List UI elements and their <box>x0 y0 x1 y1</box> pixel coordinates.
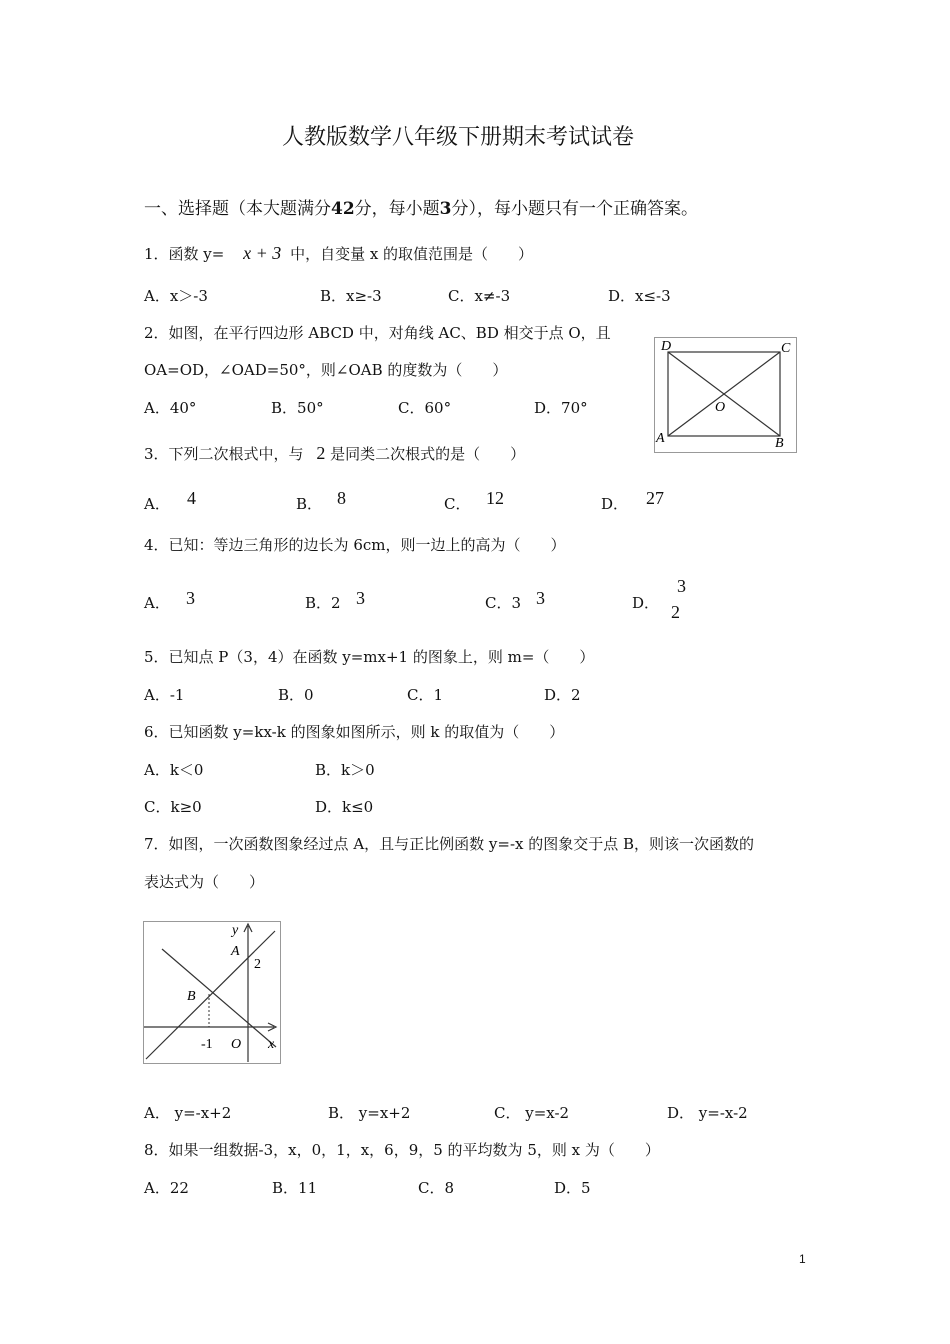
section-score-each: 3 <box>439 199 452 219</box>
q1-suffix: 中，自变量 x 的取值范围是（ ） <box>290 245 534 263</box>
q5-option-b: B．0 <box>278 686 314 704</box>
q3-option-d-letter: D． <box>601 495 629 513</box>
question-6: 6．已知函数 y=kx-k 的图象如图所示，则 k 的取值为（ ） <box>144 723 565 741</box>
q7-option-a: A． y=-x+2 <box>144 1104 232 1122</box>
page-title: 人教版数学八年级下册期末考试试卷 <box>282 125 635 150</box>
q5-option-c: C．1 <box>407 686 444 704</box>
q7-option-c: C． y=x-2 <box>494 1104 570 1122</box>
q7-line-2: 表达式为（ ） <box>144 873 265 891</box>
fig7-label-minus1: -1 <box>201 1037 213 1052</box>
q4-option-c-letter: C．3 <box>485 594 522 612</box>
q1-option-d: D．x≤-3 <box>608 287 671 305</box>
q3-option-c-letter: C． <box>444 495 471 513</box>
q2-option-c: C．60° <box>398 399 452 417</box>
section-mid: 分，每小题 <box>354 199 440 219</box>
q6-option-d: D．k≤0 <box>315 798 374 816</box>
fig2-label-d: D <box>661 339 672 354</box>
page-number: 1 <box>799 1252 806 1266</box>
fig7-label-y: y <box>232 923 239 938</box>
q6-option-a: A．k＜0 <box>144 761 204 779</box>
q3-option-a-letter: A． <box>144 495 170 513</box>
linear-function-figure <box>143 921 281 1064</box>
q3-option-b-value: 8 <box>337 488 346 508</box>
q1-option-a: A．x＞-3 <box>144 287 208 305</box>
fig2-label-a: A <box>656 431 665 446</box>
q3-prefix: 3．下列二次根式中，与 <box>144 445 304 463</box>
q8-option-c: C．8 <box>418 1179 455 1197</box>
fig7-label-a: A <box>231 944 240 959</box>
q4-option-a-letter: A． <box>144 594 170 612</box>
q4-option-b-value: 3 <box>356 588 365 608</box>
q6-option-b: B．k＞0 <box>315 761 375 779</box>
q4-option-c-value: 3 <box>536 588 545 608</box>
fig2-label-b: B <box>775 436 784 451</box>
question-5: 5．已知点 P（3，4）在函数 y=mx+1 的图象上，则 m=（ ） <box>144 648 595 666</box>
question-8: 8．如果一组数据-3，x，0，1，x，6，9，5 的平均数为 5，则 x 为（ ） <box>144 1141 660 1159</box>
q3-option-c-value: 12 <box>486 488 504 508</box>
q1-prefix: 1．函数 y= <box>144 245 225 263</box>
q1-option-b: B．x≥-3 <box>320 287 382 305</box>
question-3 <box>144 443 525 464</box>
q3-radicand: 2 <box>316 443 326 463</box>
section-score-total: 42 <box>331 199 355 219</box>
fig2-label-o: O <box>715 400 726 415</box>
q8-option-d: D．5 <box>554 1179 591 1197</box>
q5-option-d: D．2 <box>544 686 581 704</box>
fig7-label-2: 2 <box>254 957 261 972</box>
fig2-label-c: C <box>781 341 791 356</box>
q2-option-d: D．70° <box>534 399 588 417</box>
q8-option-b: B．11 <box>272 1179 318 1197</box>
q4-option-b-letter: B．2 <box>305 594 341 612</box>
q7-option-d: D． y=-x-2 <box>667 1104 748 1122</box>
question-1 <box>144 243 533 264</box>
q4-option-d-numerator: 3 <box>677 576 686 596</box>
q7-option-b: B． y=x+2 <box>328 1104 411 1122</box>
q4-option-d-denominator: 2 <box>671 602 680 622</box>
section-heading <box>144 194 698 219</box>
q2-line-2: OA=OD，∠OAD=50°，则∠OAB 的度数为（ ） <box>144 361 508 379</box>
q5-option-a: A．-1 <box>144 686 185 704</box>
q3-option-b-letter: B． <box>296 495 323 513</box>
q2-option-b: B．50° <box>271 399 324 417</box>
q4-option-d-letter: D． <box>632 594 660 612</box>
q3-option-d-value: 27 <box>646 488 664 508</box>
parallelogram-figure <box>654 337 797 453</box>
fig7-label-o: O <box>231 1037 242 1052</box>
fig7-label-b: B <box>187 989 196 1004</box>
q6-option-c: C．k≥0 <box>144 798 202 816</box>
q2-option-a: A．40° <box>144 399 197 417</box>
q3-suffix: 是同类二次根式的是（ ） <box>330 445 526 463</box>
q1-option-c: C．x≠-3 <box>448 287 511 305</box>
fig7-label-x: x <box>268 1037 275 1052</box>
section-suffix: 分），每小题只有一个正确答案。 <box>451 199 699 219</box>
question-4: 4．已知：等边三角形的边长为 6cm，则一边上的高为（ ） <box>144 536 566 554</box>
q1-expression: x + 3 <box>243 243 282 263</box>
q2-line-1: 2．如图，在平行四边形 ABCD 中，对角线 AC、BD 相交于点 O，且 <box>144 324 611 342</box>
q8-option-a: A．22 <box>144 1179 189 1197</box>
q4-option-a-value: 3 <box>186 588 195 608</box>
q7-line-1: 7．如图，一次函数图象经过点 A，且与正比例函数 y=-x 的图象交于点 B，则该一次函数的 <box>144 835 755 853</box>
section-prefix: 一、选择题（本大题满分 <box>144 199 331 219</box>
q3-option-a-value: 4 <box>187 488 196 508</box>
